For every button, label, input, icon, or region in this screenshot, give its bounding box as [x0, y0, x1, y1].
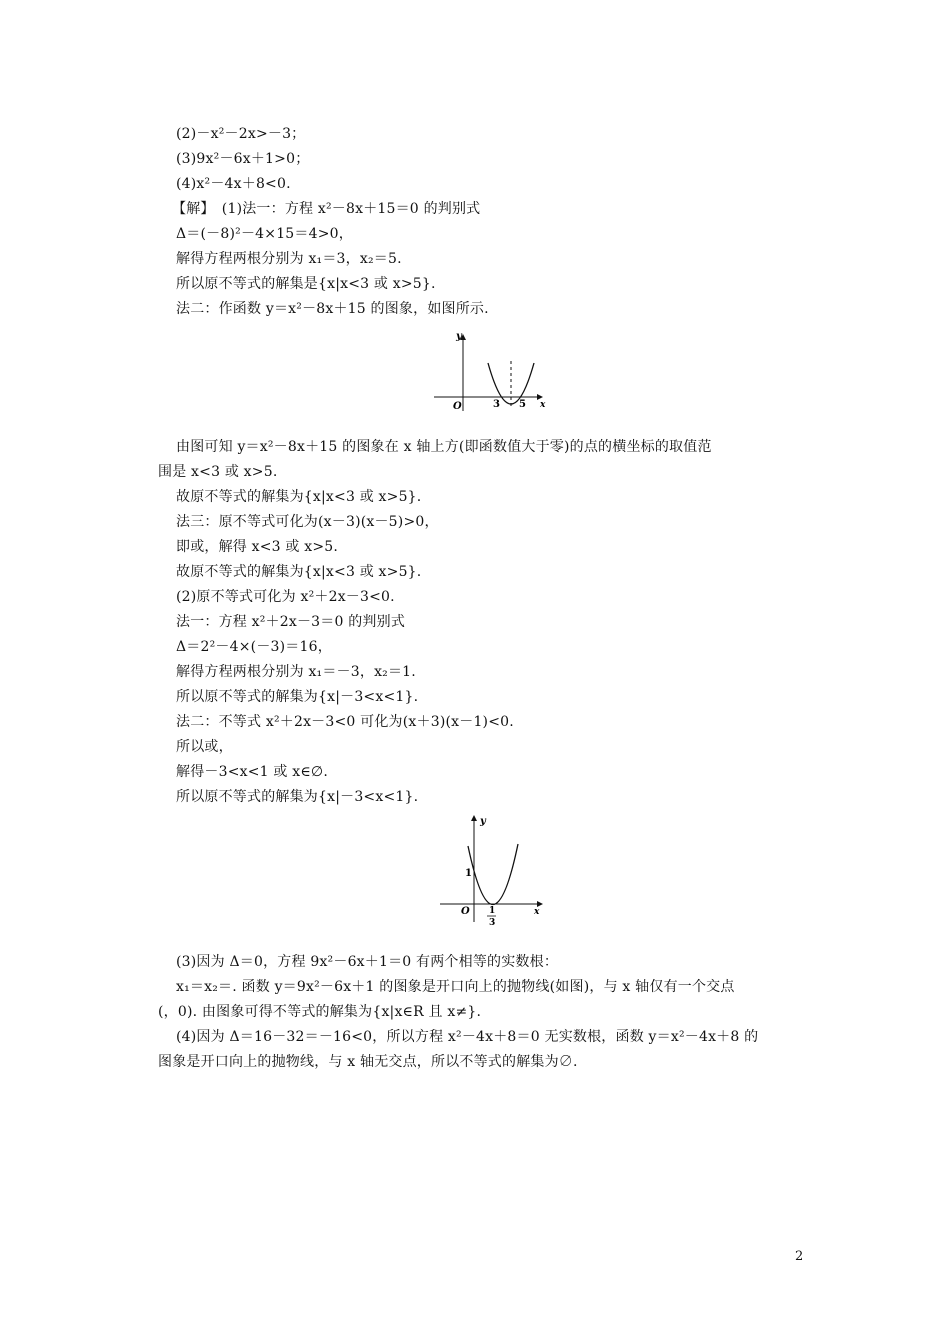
- x-axis-label: x: [534, 907, 540, 917]
- text-line: 法二：作函数 y＝x²－8x＋15 的图象，如图所示.: [176, 301, 489, 317]
- text-line: x₁＝x₂＝. 函数 y＝9x²－6x＋1 的图象是开口向上的抛物线(如图)，与 x 轴仅有一个交点: [176, 979, 735, 995]
- text-line: 解得方程两根分别为 x₁＝3，x₂＝5.: [176, 251, 402, 267]
- fraction-numerator: 1: [489, 906, 496, 916]
- origin-label: O: [461, 906, 470, 917]
- text-line: 解得－3<x<1 或 x∈∅.: [176, 764, 328, 780]
- text-line: 围是 x<3 或 x>5.: [158, 464, 278, 480]
- parabola-figure-1: [430, 327, 550, 415]
- text-line: 即或，解得 x<3 或 x>5.: [176, 539, 339, 555]
- origin-label: O: [453, 401, 462, 412]
- x-axis-label: x: [540, 400, 546, 410]
- text-line: Δ＝2²－4×(－3)＝16，: [176, 639, 332, 655]
- text-line: 所以原不等式的解集是{x|x<3 或 x>5}.: [176, 276, 436, 292]
- parabola-figure-2: [434, 812, 550, 930]
- text-line: 所以或，: [176, 739, 233, 755]
- text-line: 图象是开口向上的抛物线，与 x 轴无交点，所以不等式的解集为∅.: [158, 1054, 578, 1070]
- page-number: 2: [795, 1249, 804, 1264]
- problem-3: (3)9x²－6x＋1>0；: [176, 151, 310, 167]
- text-line: (4)因为 Δ＝16－32＝－16<0，所以方程 x²－4x＋8＝0 无实数根，函数 y＝x²－4x＋8 的: [176, 1029, 759, 1045]
- problem-4: (4)x²－4x＋8<0.: [176, 176, 291, 192]
- text-line: 故原不等式的解集为{x|x<3 或 x>5}.: [176, 489, 422, 505]
- fraction-denominator: 3: [489, 918, 496, 928]
- tick-label-5: 5: [519, 399, 526, 410]
- text-line: 法二：不等式 x²＋2x－3<0 可化为(x＋3)(x－1)<0.: [176, 714, 514, 730]
- parabola-curve: [468, 844, 518, 905]
- text-line: (，0). 由图象可得不等式的解集为{x|x∈R 且 x≠}.: [158, 1004, 482, 1020]
- text-line: 所以原不等式的解集为{x|－3<x<1}.: [176, 789, 419, 805]
- y-axis-label: y: [480, 816, 486, 827]
- text-line: Δ＝(－8)²－4×15＝4>0，: [176, 226, 353, 242]
- text-line: 由图可知 y＝x²－8x＋15 的图象在 x 轴上方(即函数值大于零)的点的横坐标的取值范: [176, 439, 712, 455]
- problem-2: (2)－x²－2x>－3；: [176, 126, 306, 142]
- y-axis-label: y: [456, 331, 462, 342]
- text-line: (2)原不等式可化为 x²＋2x－3<0.: [176, 589, 395, 605]
- tick-label-3: 3: [493, 399, 500, 410]
- text-line: 故原不等式的解集为{x|x<3 或 x>5}.: [176, 564, 422, 580]
- y-tick-label-1: 1: [465, 868, 472, 879]
- text-line: 法一：方程 x²＋2x－3＝0 的判别式: [176, 614, 406, 630]
- text-line: 法三：原不等式可化为(x－3)(x－5)>0，: [176, 514, 439, 530]
- text-line: 解得方程两根分别为 x₁＝－3，x₂＝1.: [176, 664, 416, 680]
- solution-heading: 【解】 (1)法一：方程 x²－8x＋15＝0 的判别式: [172, 201, 481, 217]
- text-line: 所以原不等式的解集为{x|－3<x<1}.: [176, 689, 419, 705]
- text-line: (3)因为 Δ＝0，方程 9x²－6x＋1＝0 有两个相等的实数根：: [176, 954, 559, 970]
